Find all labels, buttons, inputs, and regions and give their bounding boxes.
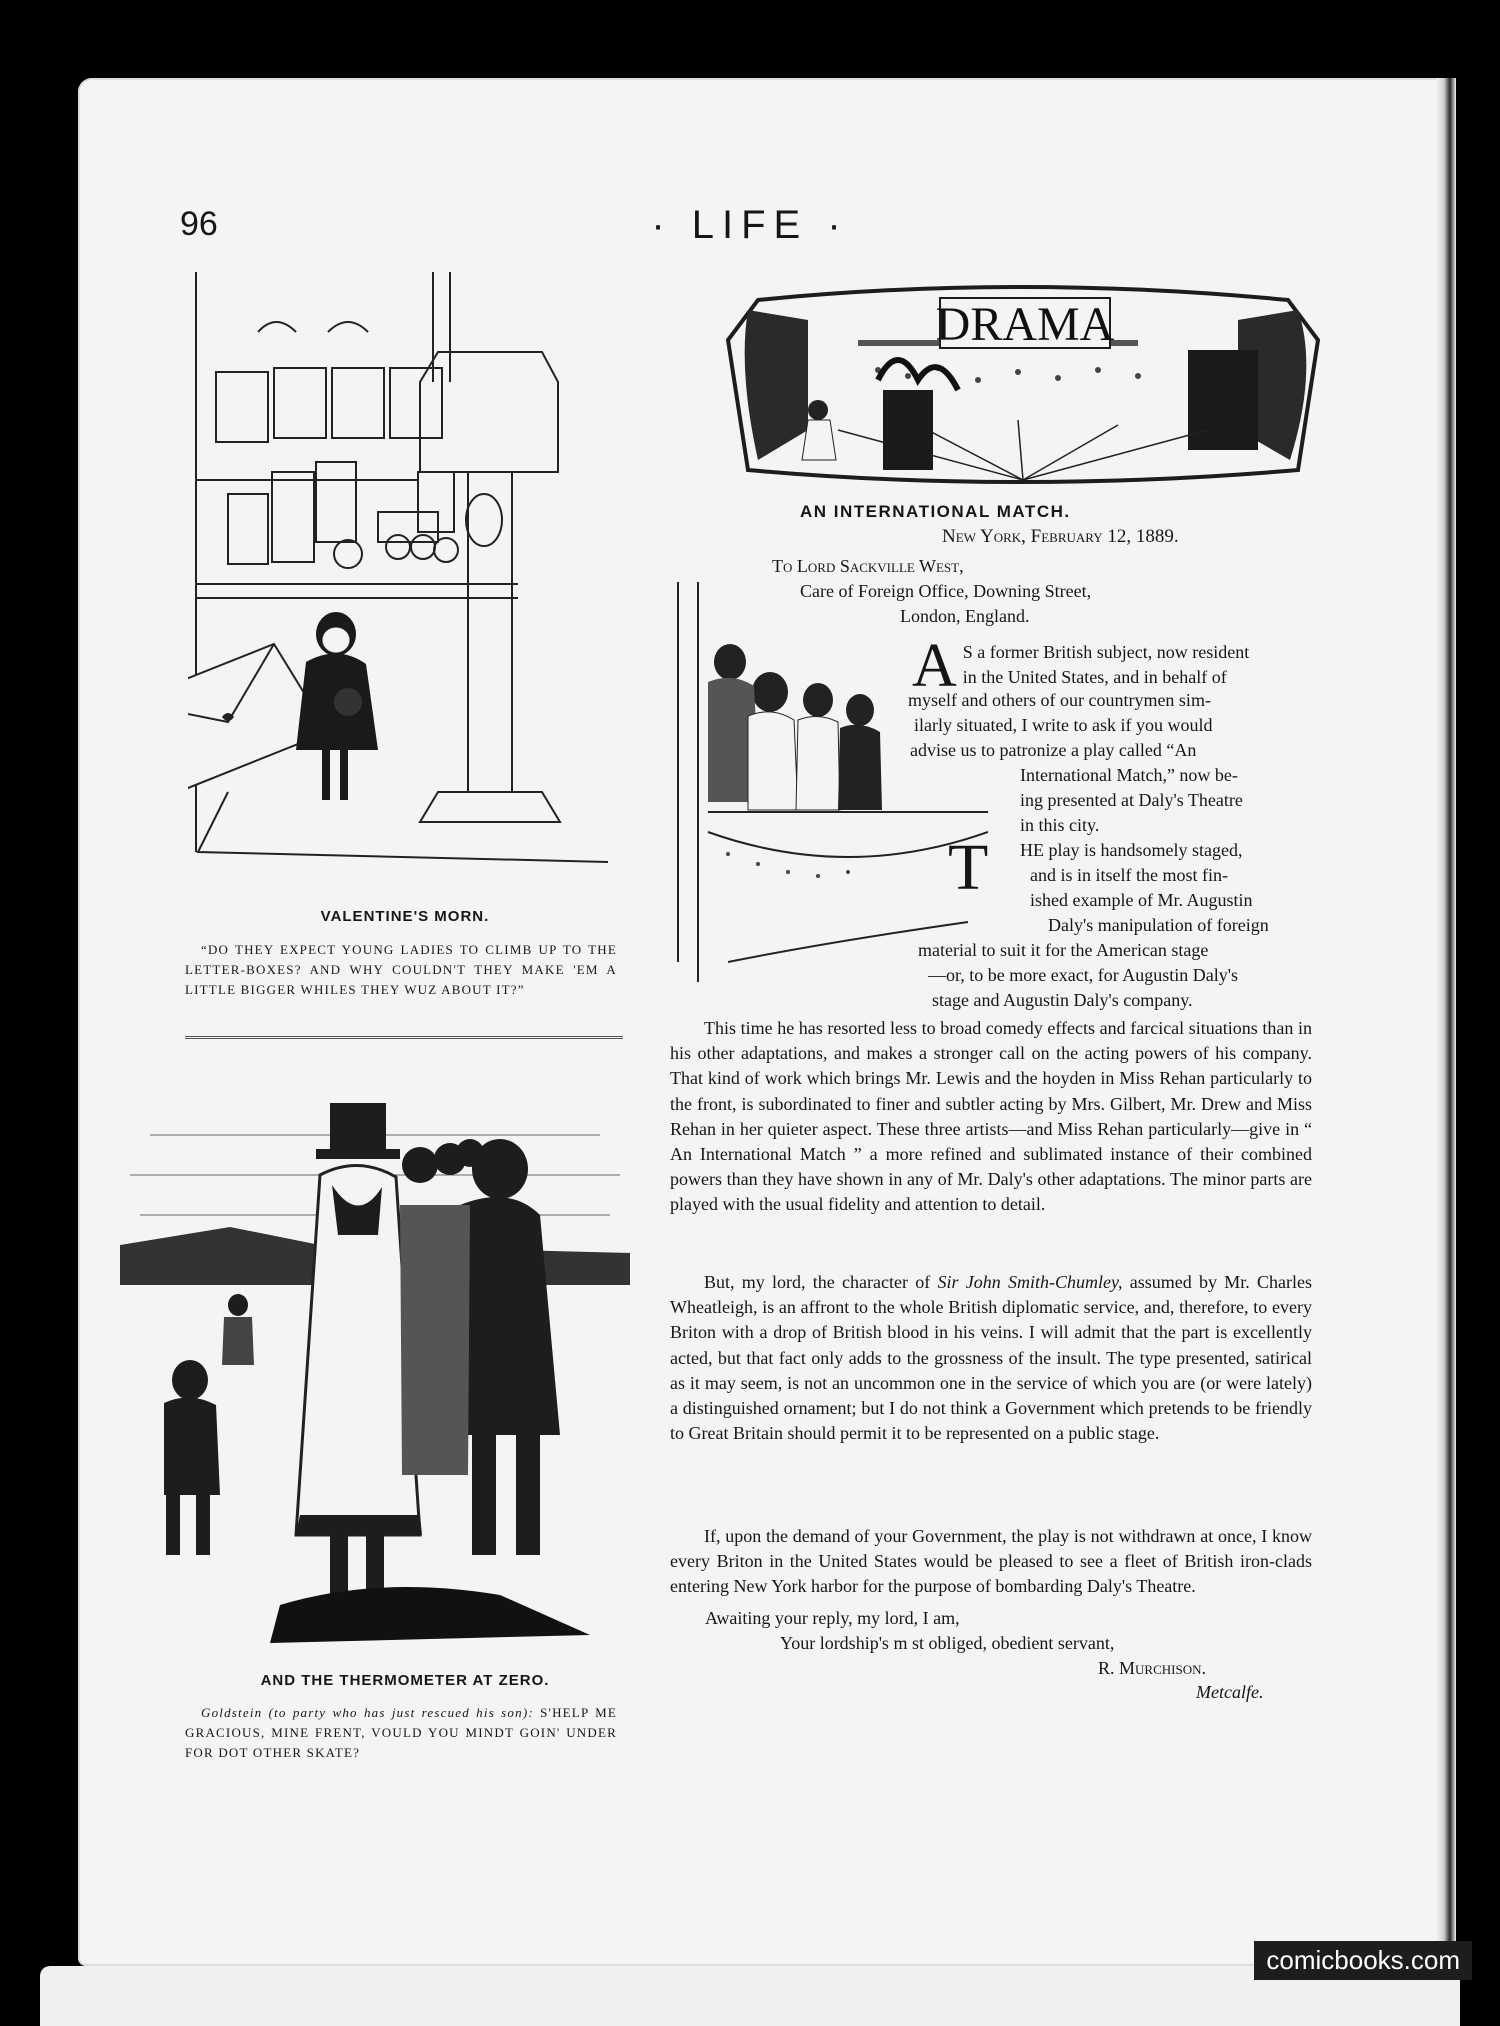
article-dateline: New York, February 12, 1889. xyxy=(942,526,1179,547)
p1-line-3: myself and others of our countrymen sim- xyxy=(908,690,1211,710)
p4-start: But, my lord, the character of xyxy=(704,1272,938,1292)
p1-line-2: in the United States, and in behalf of xyxy=(962,667,1227,687)
paragraph-5: If, upon the demand of your Government, the play is not withdrawn at once, I know every Briton in the United States would be pleased to see a fleet of British iron-clads entering New York harbor for the purpose of bombarding Daly's Theatre. xyxy=(670,1526,1312,1597)
p1-line-8: in this city. xyxy=(1020,815,1100,835)
caption-speech: S'HELP ME GRACIOUS, MINE FRENT, VOULD YOU MINDT GOIN' UNDER FOR DOT OTHER SKATE? xyxy=(185,1705,618,1760)
recipient-address-2: London, England. xyxy=(900,606,1030,626)
p4-character-name: Sir John Smith-Chumley, xyxy=(937,1272,1123,1292)
site-watermark: comicbooks.com xyxy=(1254,1941,1472,1980)
p2-line-7: stage and Augustin Daly's company. xyxy=(932,990,1193,1010)
p2-line-2: and is in itself the most fin- xyxy=(1030,865,1228,885)
p1-line-1: S a former British subject, now resident xyxy=(962,642,1250,662)
drama-banner-illustration xyxy=(718,280,1328,492)
paragraph-4 xyxy=(670,1270,1312,1446)
section-divider xyxy=(185,1036,623,1042)
article-title: AN INTERNATIONAL MATCH. xyxy=(800,502,1071,521)
p2-line-3: ished example of Mr. Augustin xyxy=(1030,890,1253,910)
cartoon-caption-thermometer xyxy=(185,1703,617,1763)
closing-line-1: Awaiting your reply, my lord, I am, xyxy=(705,1608,960,1628)
p1-line-6: International Match,” now be- xyxy=(1020,765,1238,785)
caption-direction: (to party who has just rescued his son): xyxy=(268,1705,534,1720)
thermometer-at-zero-illustration xyxy=(120,1095,630,1655)
p1-line-4: ilarly situated, I write to ask if you would xyxy=(914,715,1213,735)
paragraph-3: This time he has resorted less to broad comedy effects and farcical situations than in his other adaptations, and makes a stronger call on the acting powers of his company. That kind of work which brings Mr. Lewis and the hoyden in Miss Rehan particularly to the front, is subordinated to finer and subtler acting by Mrs. Gilbert, Mr. Drew and Miss Rehan in her quieter aspect. These three artists—and Miss Rehan particularly—give in “ An International Match ” a more refined and sublimated instance of their combined powers than they have shown in any of Mr. Daly's other adaptations. The minor parts are played with the usual fidelity and attention to detail. xyxy=(670,1018,1312,1215)
recipient-address-1: Care of Foreign Office, Downing Street, xyxy=(800,581,1092,601)
valentines-morn-illustration xyxy=(188,272,620,892)
caption-speaker: Goldstein xyxy=(201,1705,263,1720)
p2-line-4: Daly's manipulation of foreign xyxy=(1048,915,1269,935)
artist-signature: F.M.HOWARTH xyxy=(420,1622,532,1639)
paragraph-1-lead xyxy=(912,632,1312,700)
p4-rest: assumed by Mr. Charles Wheatleigh, is an affront to the whole British diplomatic service, and, therefore, to every Briton with a drop of British blood in his veins. I will admit that the part is excellently acted, but that fact only adds to the grossness of the insult. The type presented, satirical as it may seem, is not an uncommon one in the service of which you are (or were lately) a distinguished ornament; but I do not think a Government which pretends to be friendly to Great Britain should permit it to be represented on a public stage. xyxy=(670,1272,1312,1444)
cartoon-caption-valentines-morn: “DO THEY EXPECT YOUNG LADIES TO CLIMB UP TO THE LETTER-BOXES? AND WHY COULDN'T THEY MAKE 'EM A LITTLE BIGGER WHILES THEY WUZ ABOUT IT?” xyxy=(185,942,617,997)
letter-signature: R. Murchison. xyxy=(1098,1658,1206,1678)
drama-heading: DRAMA xyxy=(935,298,1115,351)
page-gutter xyxy=(1436,78,1456,1966)
cartoon-title-thermometer: AND THE THERMOMETER AT ZERO. xyxy=(260,1672,550,1689)
p2-line-5: material to suit it for the American stage xyxy=(918,940,1209,960)
cartoon-title-valentines-morn: VALENTINE'S MORN. xyxy=(320,908,490,925)
p1-line-7: ing presented at Daly's Theatre xyxy=(1020,790,1243,810)
p2-line-1: HE play is handsomely staged, xyxy=(1020,840,1243,860)
article-byline: Metcalfe. xyxy=(1196,1682,1264,1702)
masthead: · LIFE · xyxy=(651,203,849,247)
closing-line-2: Your lordship's m st obliged, obedient servant, xyxy=(780,1633,1115,1653)
p1-line-5: advise us to patronize a play called “An xyxy=(910,740,1197,760)
page-number: 96 xyxy=(180,205,218,243)
dropcap-t: T xyxy=(948,831,989,904)
dropcap-a: A xyxy=(912,632,957,700)
p2-line-6: —or, to be more exact, for Augustin Daly's xyxy=(928,965,1238,985)
recipient-line: To Lord Sackville West, xyxy=(772,556,964,576)
next-page-edge xyxy=(40,1966,1460,2026)
